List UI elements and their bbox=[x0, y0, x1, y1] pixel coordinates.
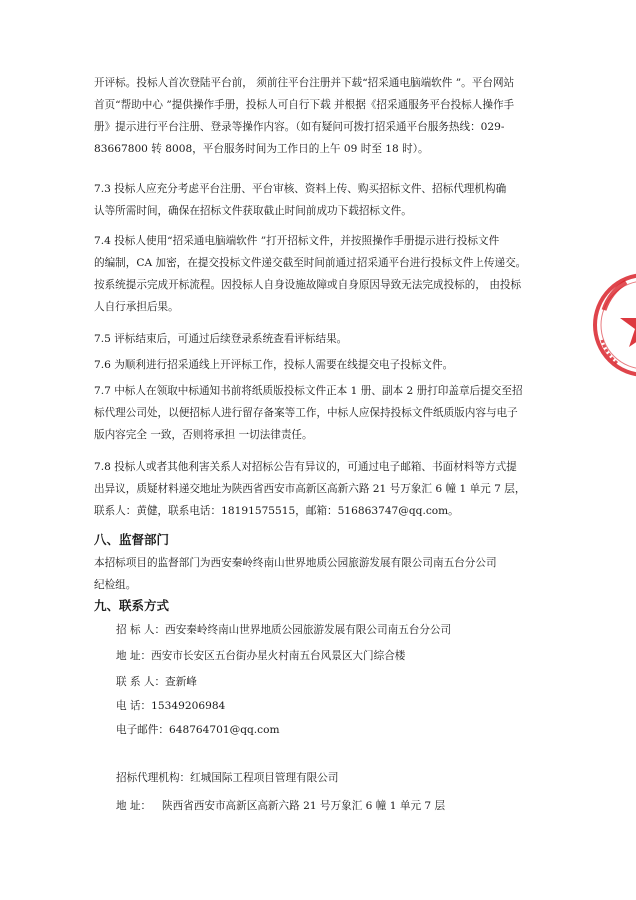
paragraph-7-6 bbox=[94, 354, 544, 376]
paragraph-7-3 bbox=[94, 178, 544, 222]
field-label: 电子邮件： bbox=[116, 724, 169, 736]
text-line: 认等所需时间，确保在招标文件获取截止时间前成功下载招标文件。 bbox=[94, 205, 412, 217]
field-label: 地 址： bbox=[116, 650, 152, 662]
paragraph-7-8 bbox=[94, 456, 544, 522]
text-line: 7.3 投标人应充分考虑平台注册、平台审核、资料上传、购买招标文件、招标代理机构确 bbox=[94, 183, 507, 195]
agency-address-row bbox=[116, 798, 445, 813]
paragraph-7-5 bbox=[94, 328, 544, 350]
text-line: 开评标。投标人首次登陆平台前， 须前往平台注册并下载“招采通电脑端软件 ”。平台网站 bbox=[94, 77, 515, 89]
text-line: 按系统提示完成开标流程。因投标人自身设施故障或自身原因导致无法完成投标的， 由投标 bbox=[94, 279, 522, 291]
tenderer-email-row bbox=[116, 722, 280, 737]
tenderer-contact-row bbox=[116, 674, 197, 689]
paragraph-7-4 bbox=[94, 230, 544, 318]
text-line: 纪检组。 bbox=[94, 579, 137, 591]
agency-name: 红城国际工程项目管理有限公司 bbox=[190, 772, 339, 784]
section-heading-contact: 九、联系方式 bbox=[94, 598, 170, 613]
text-line: 的编制，CA 加密，在提交投标文件递交截至时间前通过招采通平台进行投标文件上传递交。 bbox=[94, 257, 527, 269]
text-line: 本招标项目的监督部门为西安秦岭终南山世界地质公园旅游发展有限公司南五台分公司 bbox=[94, 557, 497, 569]
tenderer-phone: 15349206984 bbox=[151, 700, 226, 712]
text-line: 7.8 投标人或者其他利害关系人对招标公告有异议的，可通过电子邮箱、书面材料等方式提 bbox=[94, 461, 517, 473]
text-line: 83667800 转 8008，平台服务时间为工作日的上午 09 时至 18 时）。 bbox=[94, 143, 429, 155]
text-line: 人自行承担后果。 bbox=[94, 301, 179, 313]
text-line: 版内容完全 一致，否则将承担 一切法律责任。 bbox=[94, 429, 313, 441]
field-label: 招 标 人： bbox=[116, 624, 166, 636]
tenderer-name-row bbox=[116, 622, 451, 637]
field-label: 联 系 人： bbox=[116, 676, 166, 688]
tenderer-contact: 查新峰 bbox=[165, 676, 197, 688]
tenderer-email[interactable]: 648764701@qq.com bbox=[168, 724, 280, 736]
text-line: 7.7 中标人在领取中标通知书前将纸质版投标文件正本 1 册、副本 2 册打印盖章后提交至招 bbox=[94, 385, 523, 397]
text-line: 出异议，质疑材料递交地址为陕西省西安市高新区高新六路 21 号万象汇 6 幢 1 单元 7 层， bbox=[94, 483, 526, 495]
seal-star bbox=[620, 300, 636, 347]
field-label: 电 话： bbox=[116, 700, 152, 712]
tenderer-address-row bbox=[116, 648, 405, 663]
text-line: 7.5 评标结束后，可通过后续登录系统查看评标结果。 bbox=[94, 333, 348, 345]
paragraph-platform-intro bbox=[94, 72, 544, 160]
text-line: 7.4 投标人使用“招采通电脑端软件 ”打开招标文件，并按照操作手册提示进行投标文件 bbox=[94, 235, 500, 247]
tenderer-address: 西安市长安区五台街办星火村南五台风景区大门综合楼 bbox=[151, 650, 406, 662]
text-line: 7.6 为顺利进行招采通线上开评标工作，投标人需要在线提交电子投标文件。 bbox=[94, 359, 454, 371]
paragraph-7-7 bbox=[94, 380, 544, 446]
text-line: 联系人：黄健，联系电话：18191575515，邮箱：516863747@qq.com。 bbox=[94, 505, 459, 517]
field-label: 招标代理机构： bbox=[116, 772, 191, 784]
red-company-seal-icon bbox=[590, 270, 636, 380]
tenderer-name: 西安秦岭终南山世界地质公园旅游发展有限公司南五台分公司 bbox=[165, 624, 452, 636]
section-heading-supervision: 八、监督部门 bbox=[94, 532, 170, 547]
agency-address: 陕西省西安市高新区高新六路 21 号万象汇 6 幢 1 单元 7 层 bbox=[162, 800, 446, 812]
field-label: 地 址： bbox=[116, 800, 152, 812]
text-line: 册》提示进行平台注册、登录等操作内容。（如有疑问可拨打招采通平台服务热线：029- bbox=[94, 121, 505, 133]
tenderer-phone-row bbox=[116, 698, 225, 713]
text-line: 首页“帮助中心 ”提供操作手册，投标人可自行下载 并根据《招采通服务平台投标人操作手 bbox=[94, 99, 515, 111]
text-line: 标代理公司处，以便招标人进行留存备案等工作，中标人应保持投标文件纸质版内容与电子 bbox=[94, 407, 518, 419]
paragraph-supervision bbox=[94, 552, 544, 596]
agency-name-row bbox=[116, 770, 338, 785]
